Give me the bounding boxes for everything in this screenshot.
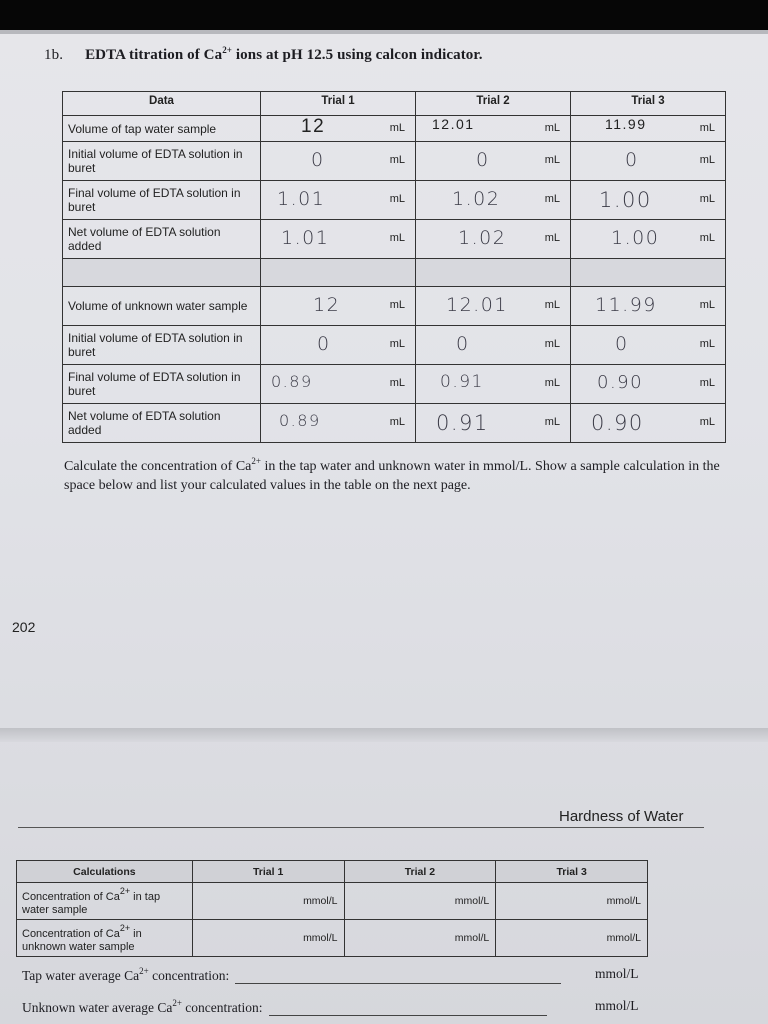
table-row xyxy=(17,883,648,920)
table-row xyxy=(63,287,726,326)
table-header-row xyxy=(17,861,648,883)
row-label: Final volume of EDTA solution in buret xyxy=(63,181,261,220)
value-cell: mmol/L xyxy=(344,883,496,920)
value-cell xyxy=(571,220,726,259)
value-cell xyxy=(261,287,416,326)
unit-label: mL xyxy=(699,299,715,311)
row-label: Concentration of $Ca^{2+}$ in unknown water sample xyxy=(17,920,193,957)
value-cell xyxy=(571,404,726,443)
handwritten-value: 1.02 xyxy=(452,188,501,210)
unit-label: mL xyxy=(544,416,560,428)
unit-label: mL xyxy=(699,232,715,244)
handwritten-value: 12 xyxy=(301,115,326,137)
unit-label: mL xyxy=(389,299,405,311)
handwritten-value: 11.99 xyxy=(605,115,647,132)
unit-label: mL xyxy=(544,232,560,244)
value-cell: mmol/L xyxy=(496,883,648,920)
handwritten-value: 12.01 xyxy=(432,115,475,132)
value-cell xyxy=(571,116,726,142)
section-title-sup: 2+ xyxy=(222,45,233,55)
section-title: EDTA titration of Ca xyxy=(85,47,223,63)
unit-label: mL xyxy=(389,193,405,205)
value-cell: mmol/L xyxy=(344,920,496,957)
handwritten-value: 0 xyxy=(311,149,325,171)
value-cell xyxy=(416,326,571,365)
table-row xyxy=(17,920,648,957)
unit-label: mL xyxy=(699,338,715,350)
handwritten-value: 0 xyxy=(456,333,470,355)
unit-label: mL xyxy=(544,338,560,350)
unit-label: mL xyxy=(389,416,405,428)
table-row xyxy=(63,181,726,220)
row-label: Concentration of $Ca^{2+}$ in tap water sample xyxy=(17,883,193,920)
handwritten-value: 0.91 xyxy=(440,372,484,392)
row-label: Volume of tap water sample xyxy=(63,116,261,142)
handwritten-value: 0.90 xyxy=(597,372,644,393)
top-shadow-strip xyxy=(0,30,768,34)
instructions: Calculate the concentration of $Ca^{2+}$ in the tap water and unknown water in mmol/L. Show a sample calculation in the space below and list your calculated values in the table on the next page. xyxy=(64,456,720,493)
table-row xyxy=(63,220,726,259)
header-trial-1: Trial 1 xyxy=(192,861,344,883)
unit-label: mL xyxy=(389,121,405,134)
handwritten-value: 12 xyxy=(313,294,341,316)
row-label: Initial volume of EDTA solution in buret xyxy=(63,326,261,365)
section-heading xyxy=(44,45,483,64)
unit-label: mL xyxy=(699,154,715,166)
header-calculations: Calculations xyxy=(17,861,193,883)
unit-label: mL xyxy=(544,377,560,389)
unit-label: mL xyxy=(699,193,715,205)
header-trial-1: Trial 1 xyxy=(261,92,416,116)
row-label: Final volume of EDTA solution in buret xyxy=(63,365,261,404)
value-cell xyxy=(416,365,571,404)
value-cell: mmol/L xyxy=(496,920,648,957)
handwritten-value: 11.99 xyxy=(595,294,657,316)
tap-average-line: Tap water average $Ca^{2+}$ concentration: xyxy=(22,966,561,984)
row-label: Initial volume of EDTA solution in buret xyxy=(63,142,261,181)
table-row xyxy=(63,326,726,365)
value-cell xyxy=(416,287,571,326)
unit-label: mL xyxy=(389,154,405,166)
table-header-row xyxy=(63,92,726,116)
value-cell xyxy=(571,326,726,365)
handwritten-value: 0 xyxy=(476,149,490,171)
unit-label: mmol/L xyxy=(595,998,639,1013)
table-row xyxy=(63,404,726,443)
value-cell xyxy=(571,365,726,404)
table-row xyxy=(63,142,726,181)
value-cell xyxy=(416,220,571,259)
value-cell xyxy=(416,181,571,220)
header-trial-3: Trial 3 xyxy=(571,92,726,116)
value-cell xyxy=(416,116,571,142)
answer-blank[interactable] xyxy=(235,970,561,984)
section-number: 1b. xyxy=(44,47,64,63)
unit-label: mL xyxy=(544,193,560,205)
section-title-rest: ions at pH 12.5 using calcon indicator. xyxy=(232,47,483,63)
handwritten-value: 0.89 xyxy=(271,372,313,391)
unit-label: mL xyxy=(389,377,405,389)
edta-data-table xyxy=(62,91,726,443)
value-cell xyxy=(261,142,416,181)
unit-label: mmol/L xyxy=(595,966,639,981)
unit-label: mL xyxy=(699,121,715,134)
handwritten-value: 0.90 xyxy=(591,411,644,435)
unit-label: mL xyxy=(389,232,405,244)
value-cell xyxy=(571,181,726,220)
handwritten-value: 1.01 xyxy=(277,188,326,210)
value-cell xyxy=(416,404,571,443)
row-label: Volume of unknown water sample xyxy=(63,287,261,326)
value-cell xyxy=(261,404,416,443)
value-cell xyxy=(261,365,416,404)
unit-label: mL xyxy=(544,154,560,166)
header-trial-3: Trial 3 xyxy=(496,861,648,883)
handwritten-value: 0 xyxy=(625,149,639,171)
page-divider xyxy=(0,728,768,742)
value-cell xyxy=(571,287,726,326)
unit-label: mL xyxy=(699,416,715,428)
row-label: Net volume of EDTA solution added xyxy=(63,404,261,443)
value-cell xyxy=(416,142,571,181)
handwritten-value: 0.91 xyxy=(436,411,489,435)
header-trial-2: Trial 2 xyxy=(416,92,571,116)
row-label: Net volume of EDTA solution added xyxy=(63,220,261,259)
unit-label: mL xyxy=(544,299,560,311)
heading-rule xyxy=(18,827,704,828)
handwritten-value: 0 xyxy=(317,333,331,355)
page-number: 202 xyxy=(12,619,36,635)
handwritten-value: 12.01 xyxy=(446,294,508,316)
header-trial-2: Trial 2 xyxy=(344,861,496,883)
unknown-average-line: Unknown water average $Ca^{2+}$ concentration: xyxy=(22,998,547,1016)
handwritten-value: 1.00 xyxy=(611,227,660,249)
next-page-heading: Hardness of Water xyxy=(559,808,684,825)
unit-label: mL xyxy=(389,338,405,350)
separator-row xyxy=(63,259,726,287)
handwritten-value: 1.01 xyxy=(281,227,330,249)
calculations-table xyxy=(16,860,648,957)
answer-blank[interactable] xyxy=(269,1002,547,1016)
value-cell xyxy=(261,220,416,259)
table-row xyxy=(63,365,726,404)
header-data: Data xyxy=(63,92,261,116)
value-cell xyxy=(571,142,726,181)
handwritten-value: 1.00 xyxy=(599,188,652,212)
handwritten-value: 0 xyxy=(615,333,629,355)
handwritten-value: 0.89 xyxy=(279,411,321,430)
top-bezel xyxy=(0,0,768,30)
unit-label: mL xyxy=(699,377,715,389)
unit-label: mL xyxy=(544,121,560,134)
value-cell xyxy=(261,326,416,365)
value-cell: mmol/L xyxy=(192,883,344,920)
handwritten-value: 1.02 xyxy=(458,227,507,249)
value-cell xyxy=(261,116,416,142)
value-cell xyxy=(261,181,416,220)
table-row xyxy=(63,116,726,142)
value-cell: mmol/L xyxy=(192,920,344,957)
